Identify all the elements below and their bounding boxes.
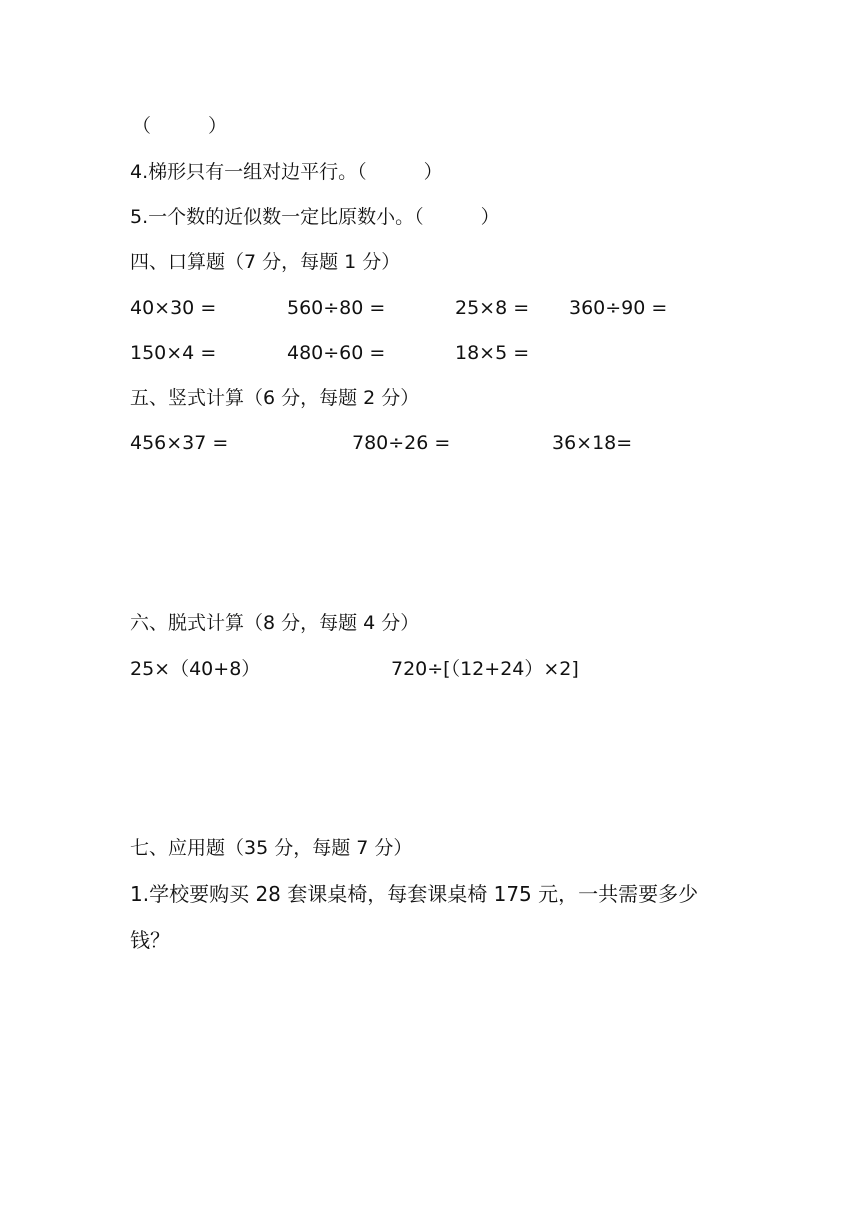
application-question-1-continued: 钱？ xyxy=(130,928,170,952)
vertical-problem: 780÷26 = xyxy=(352,432,451,454)
section-oral-calculation-title: 四、口算题（7 分，每题 1 分） xyxy=(130,251,401,273)
judgement-question-4: 4.梯形只有一组对边平行。（ ） xyxy=(130,161,443,183)
stepwise-problem: 720÷[（12+24）×2] xyxy=(391,658,579,680)
oral-problem: 18×5 = xyxy=(455,342,530,364)
oral-problem: 150×4 = xyxy=(130,342,217,364)
vertical-problem: 456×37 = xyxy=(130,432,229,454)
stepwise-problem: 25×（40+8） xyxy=(130,658,261,680)
application-question-1: 1.学校要购买 28 套课桌椅，每套课桌椅 175 元，一共需要多少 xyxy=(130,882,699,906)
oral-problem: 560÷80 = xyxy=(287,297,386,319)
judgement-question-5: 5.一个数的近似数一定比原数小。（ ） xyxy=(130,206,500,228)
oral-problem: 25×8 = xyxy=(455,297,530,319)
section-stepwise-calculation-title: 六、脱式计算（8 分，每题 4 分） xyxy=(130,612,420,634)
continued-answer-blank: （ ） xyxy=(132,115,228,137)
oral-problem: 360÷90 = xyxy=(569,297,668,319)
oral-problem: 480÷60 = xyxy=(287,342,386,364)
section-vertical-calculation-title: 五、竖式计算（6 分，每题 2 分） xyxy=(130,387,420,409)
vertical-problem: 36×18= xyxy=(552,432,633,454)
oral-problem: 40×30 = xyxy=(130,297,217,319)
section-application-title: 七、应用题（35 分，每题 7 分） xyxy=(130,837,413,859)
